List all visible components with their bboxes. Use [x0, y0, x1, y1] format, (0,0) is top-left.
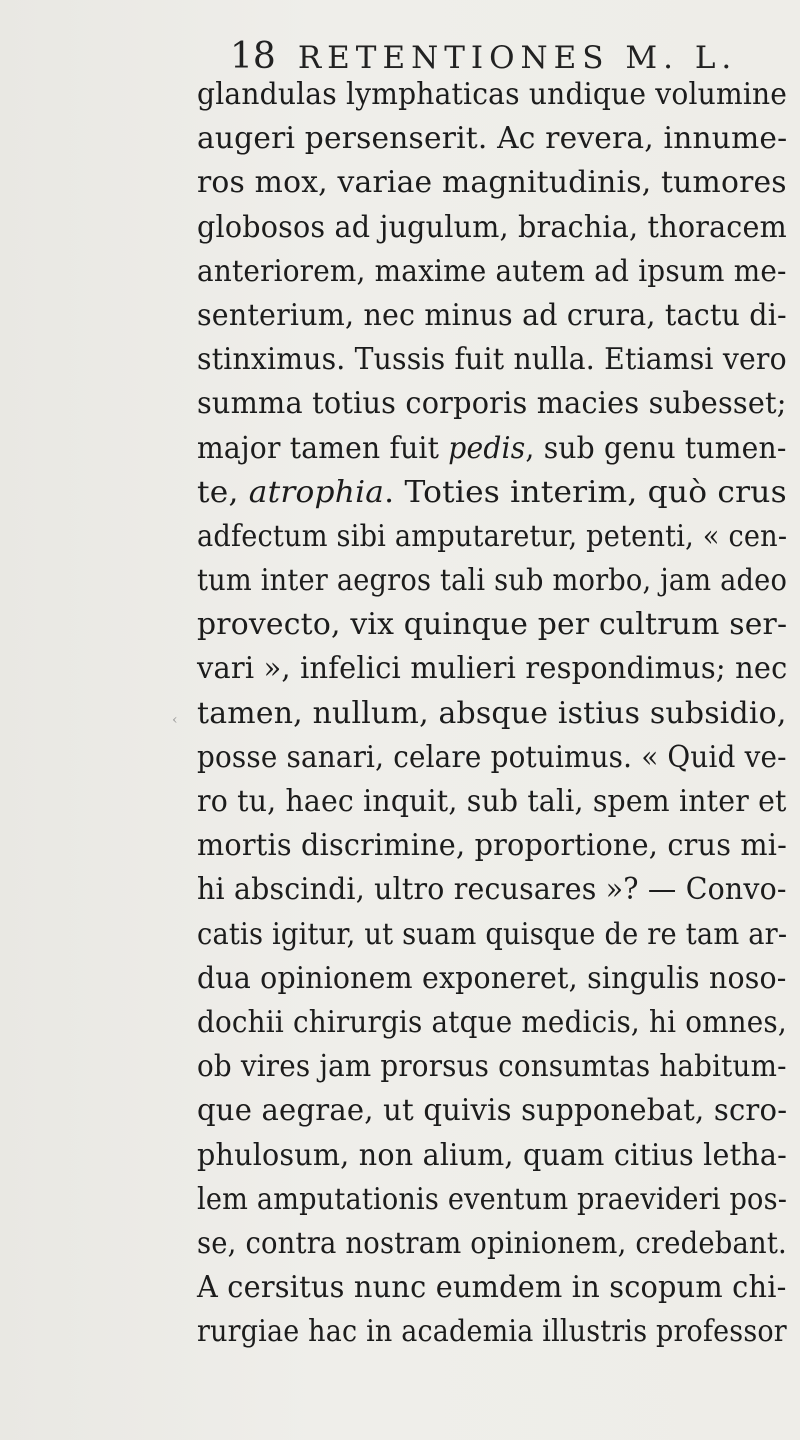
line-text: rurgiae hac in academia illustris professor [197, 1314, 787, 1349]
text-line [197, 912, 788, 956]
text-line [197, 1044, 787, 1088]
text-line [197, 1221, 787, 1265]
text-line [197, 426, 787, 470]
running-title: RETENTIONES M. L. [297, 40, 738, 76]
line-text: summa totius corporis macies subesset; [197, 386, 787, 421]
text-line [197, 558, 788, 602]
line-text: tamen, nullum, absque istius subsidio, [197, 695, 787, 730]
text-line [197, 779, 787, 823]
line-text: dochii chirurgis atque medicis, hi omnes, [197, 1004, 787, 1039]
line-text: se, contra nostram opinionem, credebant. [197, 1225, 787, 1260]
line-text: vari », infelici mulieri respondimus; nec [197, 651, 788, 686]
text-line [197, 956, 787, 1000]
text-line [197, 1088, 788, 1132]
line-text: dua opinionem exponeret, singulis noso- [197, 960, 787, 995]
text-line [197, 602, 800, 646]
line-text: ros mox, variae magnitudinis, tumores [197, 165, 787, 200]
line-text: provecto, vix quinque per cultrum ser- [197, 607, 788, 642]
line-text: anteriorem, maxime autem ad ipsum me- [197, 253, 787, 288]
text-line [197, 1000, 787, 1044]
line-text: posse sanari, celare potuimus. « Quid ve- [197, 739, 787, 774]
text-line [197, 160, 800, 204]
line-italic-text: atrophia [248, 474, 385, 509]
line-text: major tamen fuit [197, 430, 449, 465]
line-text: A cersitus nunc eumdem in scopum chi- [197, 1270, 787, 1305]
text-line [197, 72, 788, 116]
text-line [197, 470, 800, 514]
line-text: tum inter aegros tali sub morbo, jam adeo [197, 563, 788, 598]
line-italic-text: pedis [448, 430, 526, 465]
line-text-continued: . Toties interim, quò crus [384, 474, 787, 509]
text-line [197, 646, 788, 690]
text-line [197, 514, 788, 558]
line-text: mortis discrimine, proportione, crus mi- [197, 828, 788, 863]
margin-mark-icon: ‹ [172, 712, 178, 728]
line-text: senterium, nec minus ad crura, tactu di- [197, 297, 787, 332]
text-line [197, 1309, 787, 1353]
line-text: que aegrae, ut quivis supponebat, scro- [197, 1093, 788, 1128]
line-text: hi abscindi, ultro recusares »? — Convo- [197, 872, 787, 907]
line-text: phulosum, non alium, quam citius letha- [197, 1137, 787, 1172]
text-line [197, 823, 788, 867]
text-line [197, 1177, 788, 1221]
line-text: te, [197, 474, 249, 509]
running-header [230, 36, 737, 77]
line-text: catis igitur, ut suam quisque de re tam ar- [197, 916, 788, 951]
text-line [197, 249, 787, 293]
line-text: glandulas lymphaticas undique volumine [197, 77, 788, 111]
text-line [197, 1133, 787, 1177]
text-line [197, 867, 787, 911]
page-number: 18 [230, 36, 276, 77]
text-line [197, 691, 800, 735]
line-text: lem amputationis eventum praevideri pos- [197, 1181, 788, 1216]
line-text: ro tu, haec inquit, sub tali, spem inter et [197, 784, 787, 818]
line-text: ob vires jam prorsus consumtas habitum- [197, 1049, 787, 1084]
text-line [197, 381, 787, 425]
line-text: globosos ad jugulum, brachia, thoracem [197, 209, 787, 244]
text-line [197, 1265, 787, 1309]
line-text: augeri persenserit. Ac revera, innume- [197, 121, 788, 156]
line-text: adfectum sibi amputaretur, petenti, « cen- [197, 518, 788, 553]
text-line [197, 337, 787, 381]
text-line [197, 293, 787, 337]
text-line [197, 205, 787, 249]
text-line [197, 735, 787, 779]
text-line [197, 116, 800, 160]
line-text-continued: , sub genu tumen- [525, 430, 787, 465]
body-text [197, 72, 797, 1353]
line-text: stinximus. Tussis fuit nulla. Etiamsi vero [197, 342, 787, 377]
